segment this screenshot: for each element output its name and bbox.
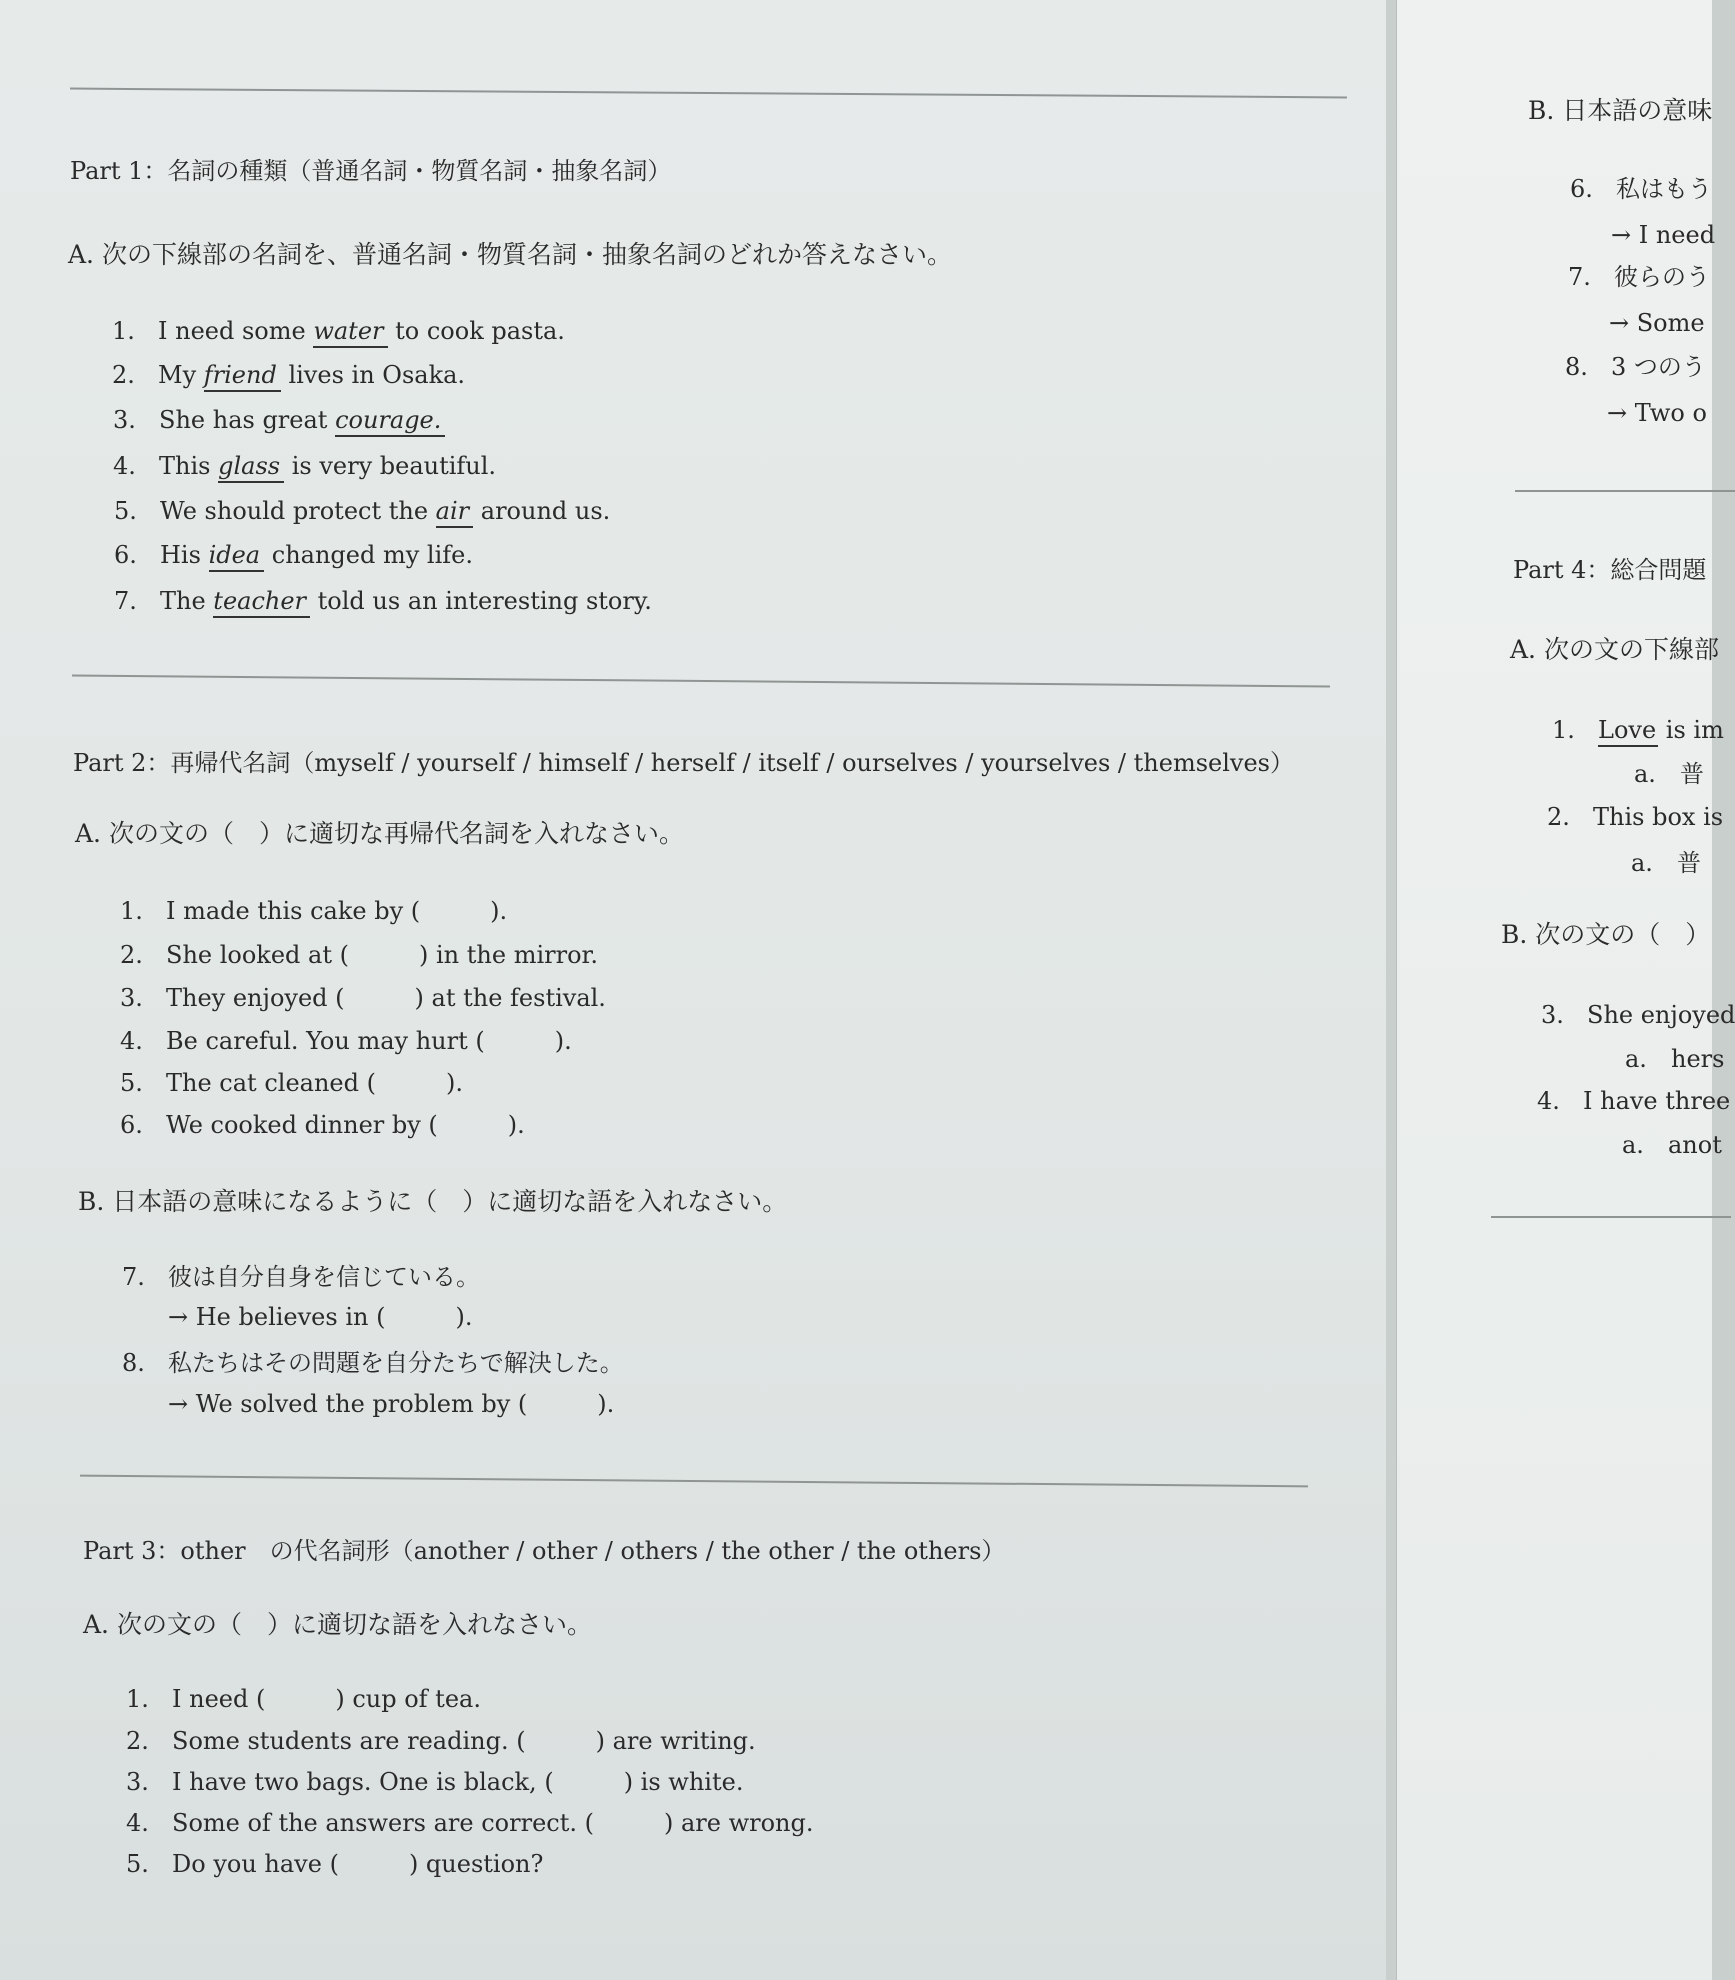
list-item: 4. Be careful. You may hurt ( ). <box>120 1027 572 1055</box>
list-item: 2. My friend lives in Osaka. <box>112 360 465 390</box>
list-item: 1. I need some water to cook pasta. <box>112 316 565 346</box>
divider-part2 <box>72 675 1330 688</box>
list-item: 1. Love is im <box>1552 715 1724 745</box>
list-item: 4. I have three <box>1537 1087 1731 1115</box>
list-item: 2. This box is <box>1547 803 1724 831</box>
list-item: 6. We cooked dinner by ( ). <box>120 1111 525 1139</box>
list-item: 3. She has great courage. <box>113 405 445 435</box>
list-item: 5. Do you have ( ) question? <box>126 1850 544 1878</box>
part4-title: Part 4：総合問題 <box>1513 556 1707 584</box>
part3-a-instruction: A. 次の文の（ ）に適切な語を入れなさい。 <box>83 1610 592 1639</box>
list-item: 7. 彼らのう <box>1568 263 1710 291</box>
list-item-answer: → He believes in ( ). <box>168 1303 473 1331</box>
list-item: 4. Some of the answers are correct. ( ) are wrong. <box>126 1809 814 1837</box>
part2-a-instruction: A. 次の文の（ ）に適切な再帰代名詞を入れなさい。 <box>75 819 684 848</box>
list-item: 8. 3 つのう <box>1565 353 1706 381</box>
list-item: 6. His idea changed my life. <box>114 540 473 570</box>
list-item: 3. She enjoyed <box>1541 1001 1735 1029</box>
divider-part4 <box>1515 490 1735 492</box>
part2-title: Part 2：再帰代名詞（myself / yourself / himself / herself / itself / ourselves / yourselves / themselves） <box>73 749 1294 777</box>
divider-part3 <box>80 1475 1308 1488</box>
divider-top <box>70 88 1347 99</box>
choice: a. 普 <box>1631 849 1701 877</box>
divider-bottom <box>1491 1216 1731 1218</box>
list-item: 4. This glass is very beautiful. <box>113 451 496 481</box>
part4-a-instruction: A. 次の文の下線部 <box>1510 635 1719 664</box>
part1-title: Part 1：名詞の種類（普通名詞・物質名詞・抽象名詞） <box>70 157 672 185</box>
choice: a. 普 <box>1634 760 1704 788</box>
part4-b-instruction: B. 次の文の（ ） <box>1501 920 1711 949</box>
list-item-answer: → I need <box>1611 221 1716 249</box>
list-item: 8. 私たちはその問題を自分たちで解決した。 <box>122 1349 624 1377</box>
part1-a-instruction: A. 次の下線部の名詞を、普通名詞・物質名詞・抽象名詞のどれか答えなさい。 <box>68 240 952 269</box>
list-item: 7. 彼は自分自身を信じている。 <box>122 1263 480 1291</box>
list-item: 7. The teacher told us an interesting story. <box>114 586 652 616</box>
list-item: 1. I made this cake by ( ). <box>120 897 508 925</box>
choice: a. anot <box>1622 1131 1722 1159</box>
list-item: 5. We should protect the air around us. <box>114 496 610 526</box>
choice: a. hers <box>1625 1045 1725 1073</box>
list-item: 6. 私はもう <box>1570 175 1712 203</box>
list-item-answer: → We solved the problem by ( ). <box>168 1390 615 1418</box>
list-item: 3. They enjoyed ( ) at the festival. <box>120 984 606 1012</box>
list-item: 1. I need ( ) cup of tea. <box>126 1685 481 1713</box>
list-item: 5. The cat cleaned ( ). <box>120 1069 463 1097</box>
list-item-answer: → Two o <box>1607 399 1707 427</box>
list-item-answer: → Some <box>1609 309 1705 337</box>
list-item: 2. Some students are reading. ( ) are writing. <box>126 1727 756 1755</box>
right-b-instruction: B. 日本語の意味 <box>1528 96 1713 125</box>
part2-b-instruction: B. 日本語の意味になるように（ ）に適切な語を入れなさい。 <box>78 1187 788 1216</box>
part3-title: Part 3：other の代名詞形（another / other / others / the other / the others） <box>83 1537 1006 1565</box>
worksheet-page-right <box>1396 0 1735 1980</box>
list-item: 3. I have two bags. One is black, ( ) is white. <box>126 1768 744 1796</box>
list-item: 2. She looked at ( ) in the mirror. <box>120 941 598 969</box>
